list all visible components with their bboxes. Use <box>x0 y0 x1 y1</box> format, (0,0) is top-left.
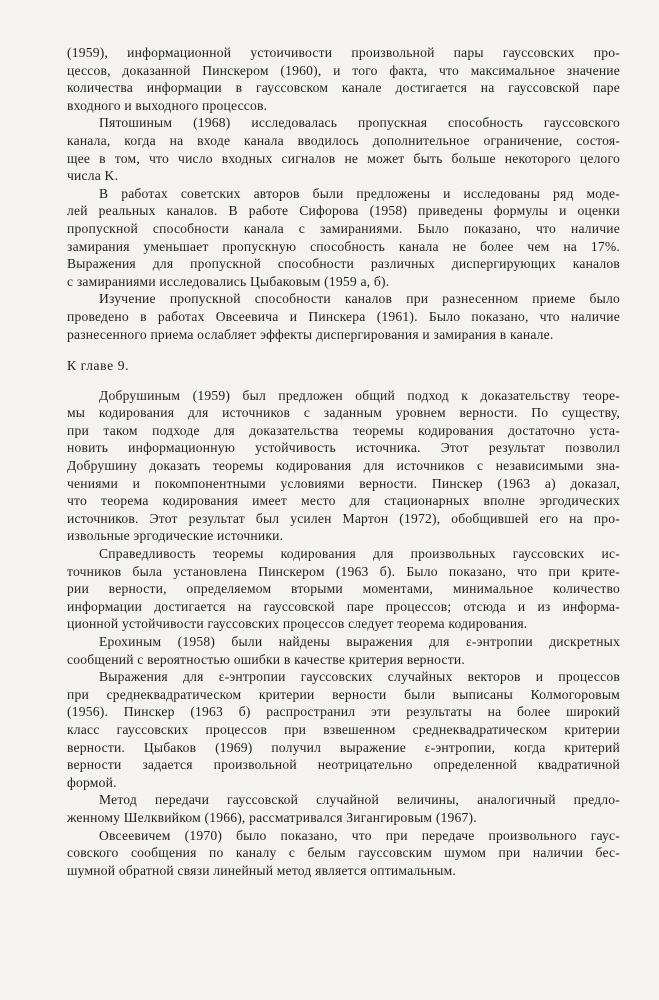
text-line: (1959), информационной устоичивости произвольной пары гауссовских про- <box>67 45 620 60</box>
text-line: Пятошиным (1968) исследовалась пропускная способность гауссовского <box>99 115 620 131</box>
text-line: что теорема кодирования имеет место для стационарных вполне эргодических <box>67 493 620 509</box>
text-line: сообщений с вероятностью ошибки в качестве критерия верности. <box>67 651 465 667</box>
text-line: точников была установлена Пинскером (1963 б). Было показано, что при крите- <box>67 563 620 579</box>
paragraph-diversity-reception <box>67 290 620 343</box>
text-line: разнесенного приема ослабляет эффекты диспергирования и замирания в канале. <box>67 326 554 342</box>
text-line: Добрушиным (1959) был предложен общий подход к доказательству теоре- <box>99 387 620 403</box>
text-line: формой. <box>67 774 117 790</box>
text-line: замирания уменьшает пропускную способность канала не более чем на 17%. <box>67 238 620 254</box>
text-line: щее в том, что число входных сигналов не может быть больше некоторого целого <box>67 150 620 166</box>
text-line: Справедливость теоремы кодирования для произвольных гауссовских ис- <box>99 546 620 562</box>
text-line: при таком подходе для доказательства теоремы кодирования достаточно уста- <box>67 422 620 438</box>
text-line: входного и выходного процессов. <box>67 97 268 113</box>
text-line: мы кодирования для источников с заданным уровнем верности. По существу, <box>67 405 620 421</box>
text-line: источников. Этот результат был усилен Мартон (1972), обобщившей его на про- <box>67 510 620 526</box>
text-line: канала, когда на входе канала вводилось дополнительное ограничение, состоя- <box>67 132 620 148</box>
section-heading-chapter-9: К главе 9. <box>67 358 130 374</box>
text-line: класс гауссовских процессов при взвешенном среднеквадратическом критерии <box>67 721 620 737</box>
text-line: извольные эргодические источники. <box>67 528 284 544</box>
text-line: женному Шелквийком (1966), рассматривался Зигангировым (1967). <box>67 809 477 825</box>
text-line: Выражения для пропускной способности различных диспергирующих каналов <box>67 256 620 272</box>
paragraph-pinsker-continuation <box>67 44 620 114</box>
paragraph-soviet-models <box>67 185 620 291</box>
text-line: числа K. <box>67 168 119 184</box>
paragraph-erokhin <box>67 633 620 668</box>
text-line: Ерохиным (1958) были найдены выражения для ε-энтропии дискретных <box>99 634 620 649</box>
text-line: шумной обратной связи линейный метод является оптимальным. <box>67 862 457 878</box>
text-line: (1956). Пинскер (1963 б) распространил эти результаты на более широкий <box>67 704 620 720</box>
paragraph-schalkwijk <box>67 791 620 826</box>
text-line: количества информации в гауссовском канале достигается на гауссовской паре <box>67 80 620 96</box>
text-line: Метод передачи гауссовской случайной величины, аналогичный предло- <box>99 792 620 808</box>
text-line: чениями и покомпонентными условиями верности. Пинскер (1963 а) доказал, <box>67 475 620 491</box>
text-line: ционной устойчивости гауссовских процессов следует теорема кодирования. <box>67 616 528 632</box>
text-line: при среднеквадратическом критерии верности были выписаны Колмогоровым <box>67 686 620 702</box>
text-line: Овсеевичем (1970) было показано, что при передаче произвольного гаус- <box>99 827 620 843</box>
text-line: В работах советских авторов были предложены и исследованы ряд моде- <box>99 185 620 201</box>
paragraph-ovseevich <box>67 827 620 880</box>
text-line: информации достигается на гауссовской паре процессов; отсюда и из информа- <box>67 598 620 614</box>
text-line: совского сообщения по каналу с белым гауссовским шумом при наличии бес- <box>67 845 620 861</box>
text-line: лей реальных каналов. В работе Сифорова (1958) приведены формулы и оценки <box>67 203 620 219</box>
paragraph-dobrushin <box>67 387 620 545</box>
text-line: Изучение пропускной способности каналов при разнесенном приеме было <box>99 291 620 307</box>
text-line: проведено в работах Овсеевича и Пинскера (1961). Было показано, что наличие <box>67 308 620 324</box>
text-line: верности задается произвольной неотрицательно определенной квадратичной <box>67 757 620 773</box>
paragraph-pyatoshin <box>67 114 620 184</box>
text-line: рии верности, определяемом вторыми моментами, минимальное количество <box>67 581 620 597</box>
text-line: пропускной способности канала с замираниями. Было показано, что наличие <box>67 220 620 236</box>
page-body <box>67 44 620 879</box>
text-line: Выражения для ε-энтропии гауссовских случайных векторов и процессов <box>99 669 620 685</box>
paragraph-epsilon-entropy <box>67 668 620 791</box>
paragraph-gaussian-sources <box>67 545 620 633</box>
text-line: цессов, доказанной Пинскером (1960), и того факта, что максимальное значение <box>67 62 620 78</box>
text-line: Добрушину доказать теоремы кодирования для источников с независимыми зна- <box>67 458 620 474</box>
text-line: с замираниями исследовались Цыбаковым (1959 а, б). <box>67 273 390 289</box>
text-line: новить информационную устойчивость источника. Этот результат позволил <box>67 440 620 456</box>
text-line: верности. Цыбаков (1969) получил выражение ε-энтропии, когда критерий <box>67 739 620 755</box>
